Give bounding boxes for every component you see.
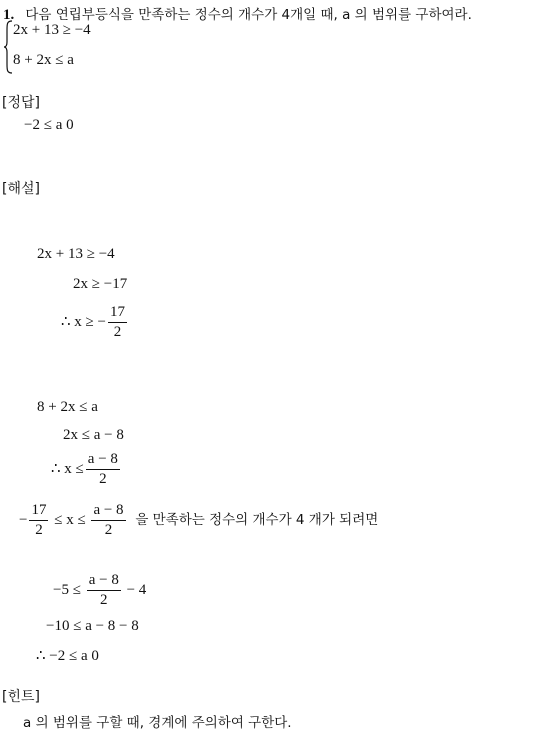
solution-combined-range bbox=[19, 502, 378, 539]
fraction-numerator: a − 8 bbox=[91, 502, 125, 521]
system-inequality-2: 8 + 2x ≤ a bbox=[13, 52, 74, 68]
fraction-denominator: 2 bbox=[35, 522, 43, 538]
combined-middle: ≤ x ≤ bbox=[54, 511, 86, 528]
problem-number: 1. bbox=[3, 7, 15, 23]
fraction-a-minus-8-over-2 bbox=[87, 572, 121, 609]
solution-step-2-3-prefix: ∴ x ≤ bbox=[51, 460, 84, 477]
solution-step-1-2: 2x ≥ −17 bbox=[73, 276, 128, 292]
fraction-a-minus-8-over-2 bbox=[91, 502, 125, 539]
solution-step-2-2: 2x ≤ a − 8 bbox=[63, 427, 124, 443]
solution-header: [해설] bbox=[2, 181, 40, 197]
fraction-numerator: 17 bbox=[108, 304, 127, 323]
problem-text: 다음 연립부등식을 만족하는 정수의 개수가 4개일 때, a 의 범위를 구하여라. bbox=[25, 7, 472, 23]
hint-text: a 의 범위를 구할 때, 경계에 주의하여 구한다. bbox=[23, 715, 292, 731]
solution-step-3-2: −10 ≤ a − 8 − 8 bbox=[46, 618, 139, 634]
system-inequality-1: 2x + 13 ≥ −4 bbox=[13, 22, 91, 38]
answer-header: [정답] bbox=[2, 95, 40, 111]
answer-value: −2 ≤ a 0 bbox=[24, 117, 74, 133]
fraction-denominator: 2 bbox=[104, 522, 113, 538]
problem-statement bbox=[3, 3, 472, 24]
fraction-17-over-2 bbox=[108, 304, 127, 341]
fraction-denominator: 2 bbox=[100, 592, 108, 608]
solution-step-3-1 bbox=[53, 572, 146, 609]
fraction-numerator: a − 8 bbox=[86, 451, 120, 470]
left-brace-icon bbox=[3, 20, 13, 74]
fraction-17-over-2 bbox=[29, 502, 48, 539]
solution-step-1-3 bbox=[61, 304, 129, 341]
solution-step-2-3 bbox=[51, 451, 122, 488]
fraction-numerator: 17 bbox=[29, 502, 48, 521]
solution-step-1-3-prefix: ∴ x ≥ − bbox=[61, 313, 106, 330]
combined-left-sign: − bbox=[19, 511, 28, 528]
solution-step-3-1-prefix: −5 ≤ bbox=[53, 581, 81, 598]
solution-step-2-1: 8 + 2x ≤ a bbox=[37, 399, 98, 415]
fraction-denominator: 2 bbox=[99, 471, 107, 487]
solution-step-3-1-suffix: − 4 bbox=[126, 581, 147, 598]
solution-step-1-1: 2x + 13 ≥ −4 bbox=[37, 246, 115, 262]
fraction-denominator: 2 bbox=[113, 324, 122, 340]
fraction-a-minus-8-over-2 bbox=[86, 451, 120, 488]
solution-step-3-3: ∴ −2 ≤ a 0 bbox=[36, 648, 99, 664]
hint-header: [힌트] bbox=[2, 689, 40, 705]
fraction-numerator: a − 8 bbox=[87, 572, 121, 591]
combined-condition-text: 을 만족하는 정수의 개수가 4 개가 되려면 bbox=[135, 511, 379, 528]
